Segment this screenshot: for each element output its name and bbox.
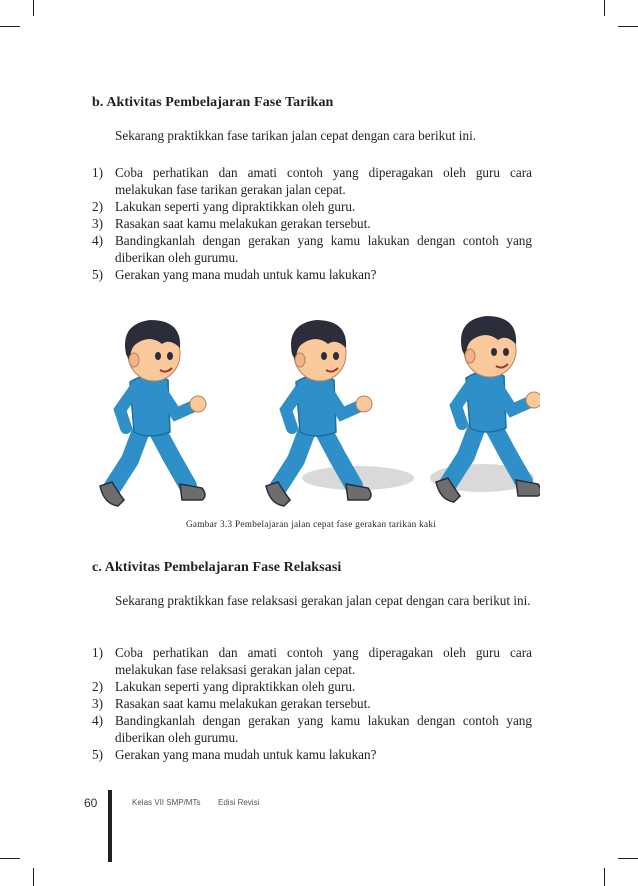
crop-mark (604, 868, 605, 886)
footer-edition: Edisi Revisi (218, 798, 260, 807)
section-b-title: b. Aktivitas Pembelajaran Fase Tarikan (92, 95, 334, 110)
list-item: 5) Gerakan yang mana mudah untuk kamu lakukan? (92, 267, 377, 282)
list-item: 1) Coba perhatikan dan amati contoh yang diperagakan oleh guru cara melakukan fase tarikan gerakan jalan cepat. (92, 165, 532, 197)
crop-mark (618, 26, 638, 27)
crop-mark (0, 26, 20, 27)
section-b-steps (92, 164, 532, 283)
page-number: 60 (84, 796, 98, 810)
list-item: 1) Coba perhatikan dan amati contoh yang diperagakan oleh guru cara melakukan fase relaksasi gerakan jalan cepat. (92, 645, 532, 677)
walking-boy-1 (100, 320, 206, 506)
walking-boys-illustration (80, 300, 540, 510)
section-b-intro: Sekarang praktikkan fase tarikan jalan cepat dengan cara berikut ini. (115, 128, 477, 143)
section-c-title: c. Aktivitas Pembelajaran Fase Relaksasi (92, 560, 342, 575)
list-item: 4) Bandingkanlah dengan gerakan yang kamu lakukan dengan contoh yang diberikan oleh gurumu. (92, 233, 532, 265)
footer-book: Kelas VII SMP/MTs (132, 798, 201, 807)
crop-mark (33, 0, 34, 16)
crop-mark (604, 0, 605, 16)
crop-mark (0, 858, 20, 859)
section-c-steps (92, 644, 532, 763)
crop-mark (33, 868, 34, 886)
figure-caption: Gambar 3.3 Pembelajaran jalan cepat fase gerakan tarikan kaki (186, 519, 437, 529)
list-item: 2) Lakukan seperti yang dipraktikkan oleh guru. (92, 679, 356, 694)
section-c-intro: Sekarang praktikkan fase relaksasi gerakan jalan cepat dengan cara berikut ini. (115, 593, 531, 608)
footer-divider (108, 790, 112, 862)
list-item: 5) Gerakan yang mana mudah untuk kamu lakukan? (92, 747, 377, 762)
list-item: 3) Rasakan saat kamu melakukan gerakan tersebut. (92, 696, 371, 711)
list-item: 4) Bandingkanlah dengan gerakan yang kamu lakukan dengan contoh yang diberikan oleh gurumu. (92, 713, 532, 745)
list-item: 3) Rasakan saat kamu melakukan gerakan tersebut. (92, 216, 371, 231)
list-item: 2) Lakukan seperti yang dipraktikkan oleh guru. (92, 199, 356, 214)
crop-mark (618, 858, 638, 859)
